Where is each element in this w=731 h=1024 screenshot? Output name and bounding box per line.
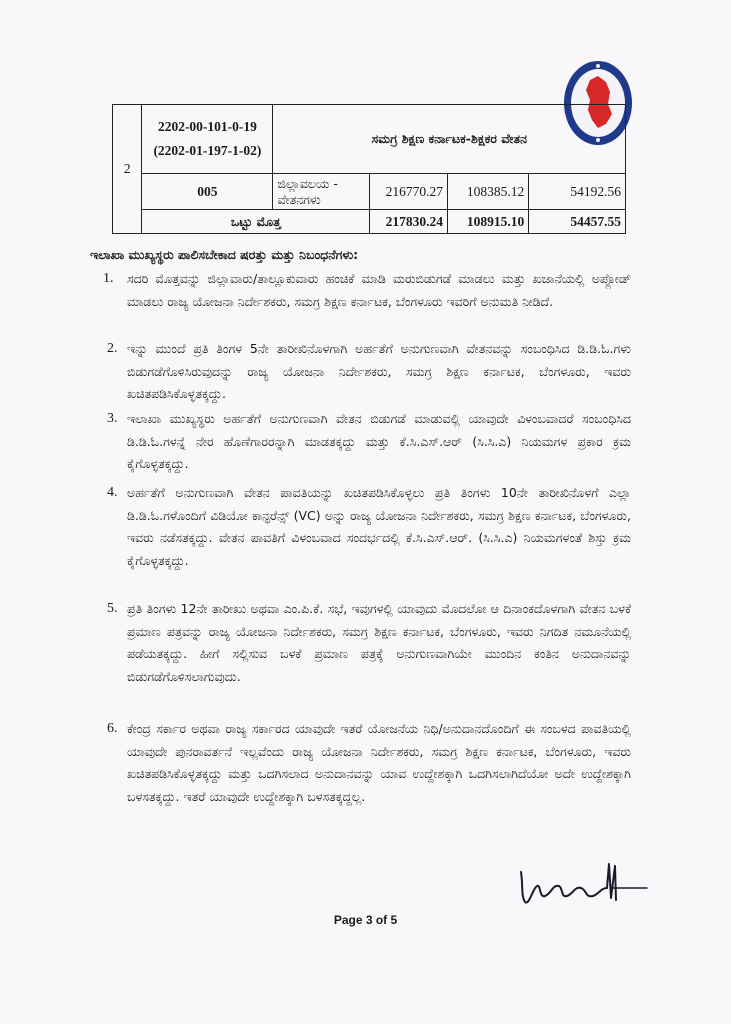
sub-head-cell: [142, 174, 273, 210]
total-amount-cell: [529, 210, 626, 234]
head-of-account-cell: [142, 105, 273, 174]
table-row: [113, 105, 626, 174]
table-row: [113, 174, 626, 210]
total-label: ಒಟ್ಟು ಮೊತ್ತ: [230, 213, 281, 229]
condition-text: ಇನ್ನು ಮುಂದೆ ಪ್ರತಿ ತಿಂಗಳ 5ನೇ ತಾರೀಖಿನೊಳಗಾಗಿ ಅರ್ಹತೆಗೆ ಅನುಗುಣವಾಗಿ ವೇತನವನ್ನು ಸಂಬಂಧಿಸಿದ ಡಿ.ಡಿ.ಓ.ಗಳು ಬಿಡುಗಡೆಗೊಳಿಸಿರುವುದನ್ನು ರಾಜ್ಯ ಯೋಜನಾ ನಿರ್ದೇಶಕರು, ಸಮಗ್ರ ಶಿಕ್ಷಣ ಕರ್ನಾಟಕ, ಬೆಂಗಳೂರು, ಇವರು ಖಚಿತಪಡಿಸಿಕೊಳ್ಳತಕ್ಕದ್ದು.: [127, 341, 631, 402]
condition-text: ಸದರಿ ಮೊತ್ತವನ್ನು ಜಿಲ್ಲಾವಾರು/ತಾಲ್ಲೂಕುವಾರು ಹಂಚಿಕೆ ಮಾಡಿ ಮರುಬಿಡುಗಡೆ ಮಾಡಲು ಮತ್ತು ಖಜಾನೆಯಲ್ಲಿ ಅಪ್ಲೋಡ್ ಮಾಡಲು ರಾಜ್ಯ ಯೋಜನಾ ನಿರ್ದೇಶಕರು, ಸಮಗ್ರ ಶಿಕ್ಷಣ ಕರ್ನಾಟಕ, ಬೆಂಗಳೂರು ಇವರಿಗೆ ಅನುಮತಿ ನೀಡಿದೆ.: [127, 271, 631, 309]
head-code: 2202-00-101-0-19: [157, 119, 257, 134]
condition-number: 5.: [107, 601, 118, 616]
condition-item: [103, 268, 631, 313]
condition-item: [107, 718, 631, 808]
condition-text: ಅರ್ಹತೆಗೆ ಅನುಗುಣವಾಗಿ ವೇತನ ಪಾವತಿಯನ್ನು ಖಚಿತಪಡಿಸಿಕೊಳ್ಳಲು ಪ್ರತಿ ತಿಂಗಳು 10ನೇ ತಾರೀಖಿನೊಳಗೆ ಎಲ್ಲಾ ಡಿ.ಡಿ.ಓ.ಗಳೊಂದಿಗೆ ವಿಡಿಯೋ ಕಾನ್ಫರೆನ್ಸ್ (VC) ಅನ್ನು ರಾಜ್ಯ ಯೋಜನಾ ನಿರ್ದೇಶಕರು, ಸಮಗ್ರ ಶಿಕ್ಷಣ ಕರ್ನಾಟಕ, ಬೆಂಗಳೂರು, ಇವರು ನಡೆಸತಕ್ಕದ್ದು. ವೇತನ ಪಾವತಿಗೆ ವಿಳಂಬವಾದ ಸಂದರ್ಭದಲ್ಲಿ ಕೆ.ಸಿ.ಎಸ್.ಆರ್. (ಸಿ.ಸಿ.ಎ) ನಿಯಮಗಳಂತೆ ಶಿಸ್ತು ಕ್ರಮ ಕೈಗೊಳ್ಳತಕ್ಕದ್ದು.: [127, 485, 631, 568]
sub-head: 005: [197, 183, 218, 199]
condition-text: ಪ್ರತಿ ತಿಂಗಳು 12ನೇ ತಾರೀಖು ಅಥವಾ ಎಂ.ಪಿ.ಕೆ. ಸಭೆ, ಇವುಗಳಲ್ಲಿ ಯಾವುದು ಮೊದಲೋ ಆ ದಿನಾಂಕದೊಳಗಾಗಿ ವೇತನ ಬಳಕೆ ಪ್ರಮಾಣ ಪತ್ರವನ್ನು ರಾಜ್ಯ ಯೋಜನಾ ನಿರ್ದೇಶಕರು, ಸಮಗ್ರ ಶಿಕ್ಷಣ ಕರ್ನಾಟಕ, ಬೆಂಗಳೂರು, ಇವರು ನಿಗದಿತ ನಮೂನೆಯಲ್ಲಿ ಪಡೆಯತಕ್ಕದ್ದು. ಹೀಗೆ ಸಲ್ಲಿಸುವ ಬಳಕೆ ಪ್ರಮಾಣ ಪತ್ರಕ್ಕೆ ಅನುಗುಣವಾಗಿಯೇ ಮುಂದಿನ ಕಂತಿನ ಅನುದಾನವನ್ನು ಬಿಡುಗಡೆಗೊಳಿಸಲಾಗುವುದು.: [127, 601, 631, 684]
total-amount-2: 108915.10: [466, 213, 525, 229]
total-amount-1: 217830.24: [385, 213, 443, 229]
condition-text: ಇಲಾಖಾ ಮುಖ್ಯಸ್ಥರು ಅರ್ಹತೆಗೆ ಅನುಗುಣವಾಗಿ ವೇತನ ಬಿಡುಗಡೆ ಮಾಡುವಲ್ಲಿ ಯಾವುದೇ ವಿಳಂಬವಾದರೆ ಸಂಬಂಧಿಸಿದ ಡಿ.ಡಿ.ಓ.ಗಳನ್ನೆ ನೇರ ಹೊಣೆಗಾರರನ್ನಾಗಿ ಮಾಡತಕ್ಕದ್ದು ಮತ್ತು ಕೆ.ಸಿ.ಎಸ್.ಆರ್ (ಸಿ.ಸಿ.ಎ) ನಿಯಮಗಳ ಪ್ರಕಾರ ಕ್ರಮ ಕೈಗೊಳ್ಳತಕ್ಕದ್ದು.: [127, 411, 631, 472]
description-cell: [273, 174, 370, 210]
scheme-title: ಸಮಗ್ರ ಶಿಕ್ಷಣ ಕರ್ನಾಟಕ-ಶಿಕ್ಷಕರ ವೇತನ: [371, 131, 527, 146]
condition-number: 3.: [107, 411, 118, 426]
total-amount-cell: [370, 210, 448, 234]
amount-2: 108385.12: [466, 183, 525, 199]
condition-text: ಕೇಂದ್ರ ಸರ್ಕಾರ ಅಥವಾ ರಾಜ್ಯ ಸರ್ಕಾರದ ಯಾವುದೇ ಇತರೆ ಯೋಜನೆಯ ನಿಧಿ/ಅನುದಾನದೊಂದಿಗೆ ಈ ಸಂಬಳದ ಪಾವತಿಯಲ್ಲಿ ಯಾವುದೇ ಪುನರಾವರ್ತನೆ ಇಲ್ಲವೆಂದು ರಾಜ್ಯ ಯೋಜನಾ ನಿರ್ದೇಶಕರು, ಸಮಗ್ರ ಶಿಕ್ಷಣ ಕರ್ನಾಟಕ, ಬೆಂಗಳೂರು, ಇವರು ಖಚಿತಪಡಿಸಿಕೊಳ್ಳತಕ್ಕದ್ದು ಮತ್ತು ಒದಗಿಸಲಾದ ಅನುದಾನವನ್ನು ಯಾವ ಉದ್ದೇಶಕ್ಕಾಗಿ ಒದಗಿಸಲಾಗಿದೆಯೋ ಅದೇ ಉದ್ದೇಶಕ್ಕಾಗಿ ಬಳಸತಕ್ಕದ್ದು. ಇತರೆ ಯಾವುದೇ ಉದ್ದೇಶಕ್ಕಾಗಿ ಬಳಸತಕ್ಕದ್ದಲ್ಲ.: [127, 721, 631, 804]
condition-item: [107, 408, 631, 476]
scheme-title-cell: [273, 105, 626, 174]
amount-1: 216770.27: [385, 183, 443, 199]
serial-number-cell: [113, 105, 142, 234]
signature-icon: [515, 858, 650, 913]
total-row: [113, 210, 626, 234]
total-label-cell: [142, 210, 370, 234]
condition-number: 4.: [107, 485, 118, 500]
condition-number: 1.: [103, 271, 114, 286]
condition-number: 2.: [107, 341, 118, 356]
condition-item: [107, 338, 631, 406]
budget-table: [112, 104, 626, 234]
conditions-heading: ಇಲಾಖಾ ಮುಖ್ಯಸ್ಥರು ಪಾಲಿಸಬೇಕಾದ ಷರತ್ತು ಮತ್ತು ನಿಬಂಧನೆಗಳು:: [90, 247, 359, 262]
total-amount-3: 54457.55: [570, 213, 621, 229]
serial-number: 2: [123, 161, 131, 176]
amount-cell: [447, 174, 528, 210]
page-number: Page 3 of 5: [333, 913, 398, 927]
condition-item: [107, 598, 631, 688]
description: ಜಿಲ್ಲಾವಲಯ - ವೇತನಗಳು: [277, 175, 338, 207]
condition-item: [107, 482, 631, 572]
total-amount-cell: [447, 210, 528, 234]
condition-number: 6.: [107, 721, 118, 736]
head-code-old: (2202-01-197-1-02): [153, 143, 262, 158]
amount-cell: [529, 174, 626, 210]
amount-cell: [370, 174, 448, 210]
amount-3: 54192.56: [570, 183, 621, 199]
